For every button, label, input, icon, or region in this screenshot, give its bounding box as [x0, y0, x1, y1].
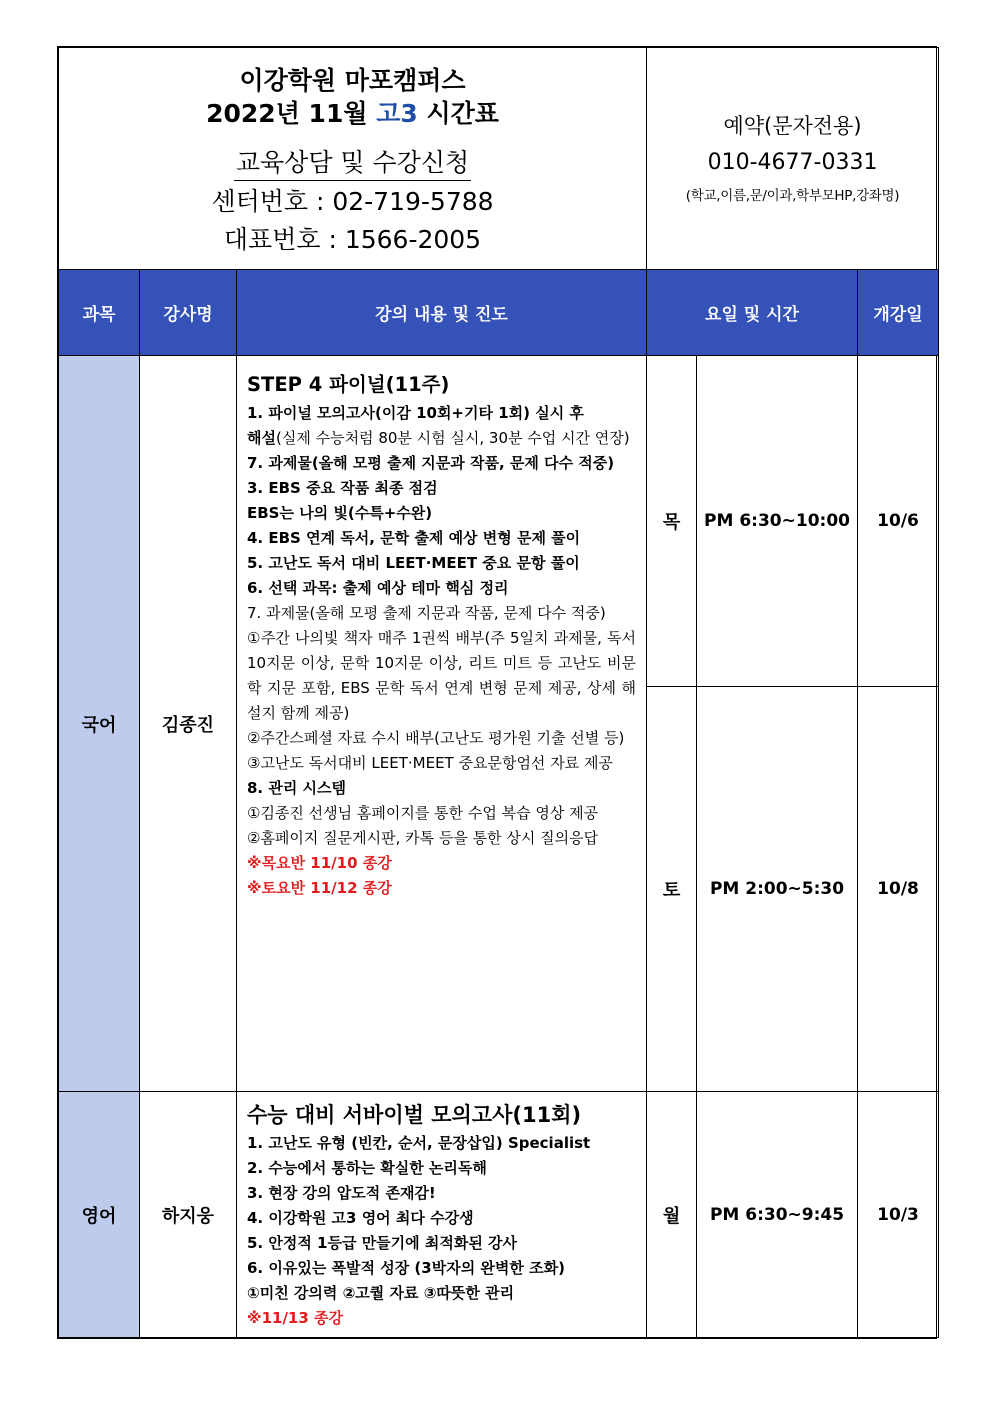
- reservation-info: [647, 48, 939, 270]
- content-line: 6. 이유있는 폭발적 성장 (3박자의 완벽한 조화): [247, 1259, 565, 1277]
- main-phone: 대표번호 : 1566-2005: [223, 225, 482, 254]
- teacher-korean: 김종진: [140, 356, 237, 1092]
- session-day: 토: [647, 687, 697, 1092]
- col-content: 강의 내용 및 진도: [237, 270, 647, 356]
- content-line: ①미친 강의력 ②고퀄 자료 ③따뜻한 관리: [247, 1284, 515, 1302]
- subject-english: 영어: [59, 1092, 140, 1338]
- center-phone: 센터번호 : 02-719-5788: [211, 187, 494, 216]
- col-teacher: 강사명: [140, 270, 237, 356]
- session-time: PM 2:00~5:30: [697, 687, 858, 1092]
- grade-label: 고3: [376, 99, 418, 128]
- col-schedule: 요일 및 시간: [647, 270, 858, 356]
- column-header-row: [59, 270, 939, 356]
- content-line: [247, 451, 636, 476]
- session-start-date: 10/6: [858, 356, 939, 687]
- session-time: PM 6:30~9:45: [697, 1092, 858, 1338]
- content-line: ③고난도 독서대비 LEET·MEET 중요문항엄선 자료 제공: [247, 754, 613, 772]
- session-day: 목: [647, 356, 697, 687]
- content-line: 5. 안정적 1등급 만들기에 최적화된 강사: [247, 1234, 518, 1252]
- content-line-rest: (올해 모평 출제 지문과 작품, 문제 다수 적중): [311, 454, 615, 472]
- session-start-date: 10/3: [858, 1092, 939, 1338]
- content-line: 8. 관리 시스템: [247, 779, 347, 797]
- content-line: 1. 고난도 유형 (빈칸, 순서, 문장삽입) Specialist: [247, 1134, 591, 1152]
- end-note: ※토요반 11/12 종강: [247, 879, 392, 897]
- content-line: ①김종진 선생님 홈페이지를 통한 수업 복습 영상 제공: [247, 804, 599, 822]
- course-title: 수능 대비 서바이벌 모의고사(11회): [247, 1103, 582, 1127]
- col-subject: 과목: [59, 270, 140, 356]
- end-note: ※11/13 종강: [247, 1309, 344, 1327]
- timetable-sheet: [57, 46, 937, 1339]
- header-info: [59, 48, 647, 270]
- col-start: 개강일: [858, 270, 939, 356]
- content-line: EBS는 나의 빛(수특+수완): [247, 504, 433, 522]
- session-time: PM 6:30~10:00: [697, 356, 858, 687]
- course-content-korean: [237, 356, 647, 1092]
- timetable-title: 2022년 11월 고3 시간표: [206, 99, 499, 128]
- consult-label: 교육상담 및 수강신청: [234, 146, 471, 181]
- course-title: STEP 4 파이널(11주): [247, 373, 450, 396]
- content-line: 3. 현장 강의 압도적 존재감!: [247, 1184, 436, 1202]
- content-line: ②주간스페셜 자료 수시 배부(고난도 평가원 기출 선별 등): [247, 729, 625, 747]
- reserve-note: (학교,이름,문/이과,학부모HP,강좌명): [685, 187, 900, 204]
- teacher-english: 하지웅: [140, 1092, 237, 1338]
- timetable: [58, 47, 939, 1338]
- reserve-label: 예약(문자전용): [723, 113, 862, 138]
- reserve-phone: 010-4677-0331: [707, 149, 878, 175]
- content-line: ①주간 나의빛 책자 매주 1권씩 배부(주 5일치 과제물, 독서 10지문 이상, 문학 10지문 이상, 리트 미트 등 고난도 비문학 지문 포함, EBS 문학 독서 연계 변형 문제 제공, 상세 해설지 함께 제공): [247, 629, 637, 722]
- content-line: 4. 이강학원 고3 영어 최다 수강생: [247, 1209, 474, 1227]
- content-line: ②홈페이지 질문게시판, 카톡 등을 통한 상시 질의응답: [247, 829, 599, 847]
- session-day: 월: [647, 1092, 697, 1338]
- content-line: 6. 선택 과목: 출제 예상 테마 핵심 정리: [247, 579, 509, 597]
- academy-title: 이강학원 마포캠퍼스: [239, 66, 466, 95]
- end-note: ※목요반 11/10 종강: [247, 854, 392, 872]
- course-content-english: [237, 1092, 647, 1338]
- content-line: 3. EBS 중요 작품 최종 점검: [247, 479, 438, 497]
- table-row: [59, 1092, 939, 1338]
- content-line: 2. 수능에서 통하는 확실한 논리독해: [247, 1159, 487, 1177]
- subject-korean: 국어: [59, 356, 140, 1092]
- content-line: 4. EBS 연계 독서, 문학 출제 예상 변형 문제 풀이: [247, 529, 581, 547]
- content-line: 7. 과제물(올해 모평 출제 지문과 작품, 문제 다수 적중): [247, 604, 606, 622]
- table-row: [59, 356, 939, 687]
- content-line-rest: (실제 수능처럼 80분 시험 실시, 30분 수업 시간 연장): [275, 429, 630, 447]
- content-line: 5. 고난도 독서 대비 LEET·MEET 중요 문항 풀이: [247, 554, 580, 572]
- content-line: [247, 426, 636, 451]
- content-line-lead: 7. 과제물: [247, 454, 312, 472]
- content-line-lead: 해설: [247, 429, 276, 447]
- session-start-date: 10/8: [858, 687, 939, 1092]
- content-line: 1. 파이널 모의고사(이감 10회+기타 1회) 실시 후: [247, 404, 584, 422]
